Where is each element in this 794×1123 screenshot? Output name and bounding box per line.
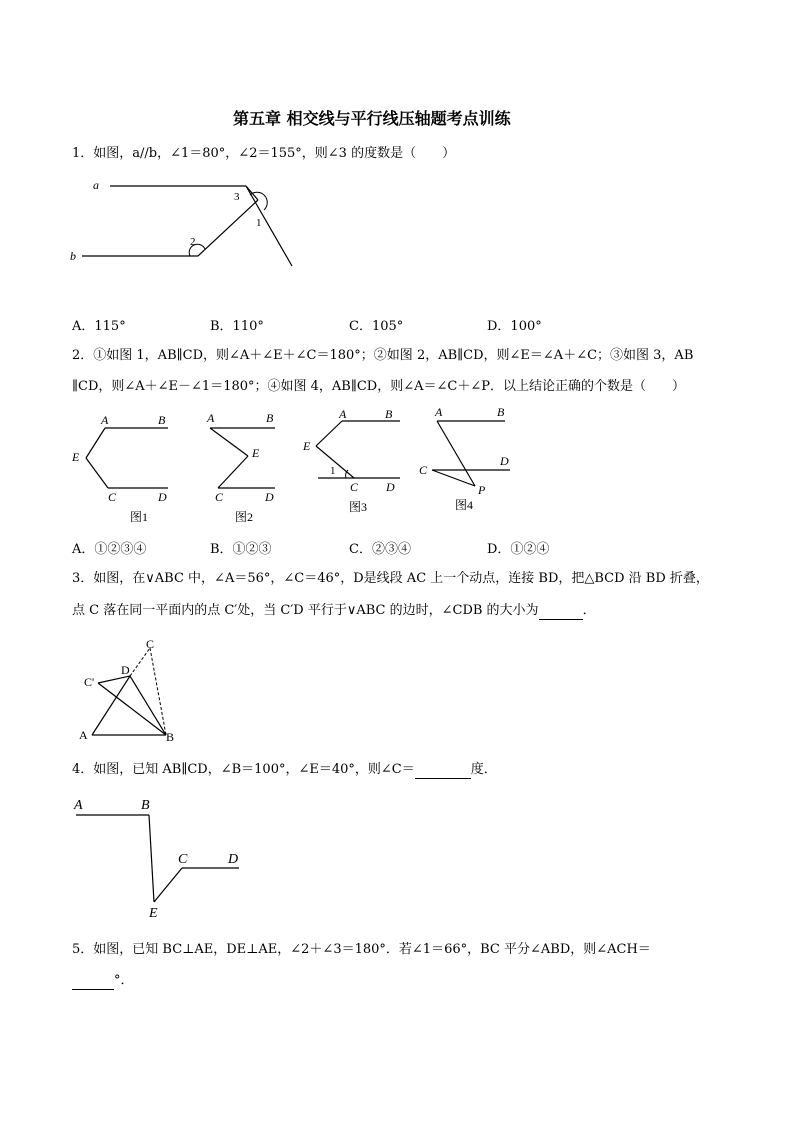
fig1-label-B: B	[158, 413, 166, 427]
q5-line-2-end: °．	[114, 973, 134, 988]
q1-label-a: a	[93, 178, 99, 192]
q1-option-d[interactable]: D．100°	[487, 319, 542, 334]
q5-answer-blank[interactable]	[72, 977, 114, 990]
fig3-label-B: B	[385, 407, 393, 421]
q3-line-2-end: ．	[582, 603, 596, 618]
fig2-caption: 图2	[235, 510, 254, 524]
fig2-label-C: C	[215, 490, 224, 504]
fig4-label-D: D	[500, 454, 509, 468]
q2-option-b[interactable]: B．①②③	[210, 542, 272, 557]
question-2-line-2: ∥CD，则∠A＋∠E－∠1＝180°；④如图 4，AB∥CD，则∠A＝∠C＋∠P．以上结论正确的个数是（ ）	[72, 379, 685, 394]
fig2-label-E: E	[252, 446, 260, 460]
q3-label-A: A	[79, 728, 88, 742]
q4-text-end: 度．	[470, 762, 497, 777]
q1-angle-3: 3	[234, 191, 240, 203]
question-5-line-2	[72, 972, 134, 990]
fig1-label-E: E	[72, 450, 80, 464]
q4-text: 4．如图，已知 AB∥CD，∠B＝100°，∠E＝40°，则∠C＝	[72, 762, 415, 777]
q4-label-E: E	[149, 906, 158, 921]
fig4-label-B: B	[497, 405, 505, 419]
fig1-label-C: C	[108, 490, 117, 504]
q1-option-b[interactable]: B．110°	[210, 319, 264, 334]
q4-label-A: A	[74, 798, 83, 813]
fig4-caption: 图4	[455, 498, 474, 512]
q3-label-B: B	[166, 730, 175, 744]
q2-option-c[interactable]: C．②③④	[349, 542, 411, 557]
q4-label-C: C	[178, 852, 188, 867]
q1-angle-1: 1	[256, 217, 262, 229]
fig4-label-P: P	[478, 483, 486, 497]
fig1-caption: 图1	[130, 510, 149, 524]
fig2-label-A: A	[207, 411, 215, 425]
q1-label-b: b	[70, 249, 76, 263]
fig3-label-E: E	[303, 439, 311, 453]
q3-label-D: D	[121, 663, 130, 677]
q2-option-d[interactable]: D．①②④	[487, 542, 550, 557]
fig3-caption: 图3	[349, 500, 368, 514]
fig1-label-A: A	[101, 413, 109, 427]
fig3-label-A: A	[339, 407, 347, 421]
fig4-label-A: A	[435, 405, 443, 419]
page-title: 第五章 相交线与平行线压轴题考点训练	[233, 109, 511, 128]
fig1-label-D: D	[158, 490, 167, 504]
fig2-label-D: D	[265, 490, 274, 504]
q3-label-C: C	[146, 637, 155, 651]
fig3-label-D: D	[386, 480, 395, 494]
question-2-line-1: 2．①如图 1，AB∥CD，则∠A＋∠E＋∠C＝180°；②如图 2，AB∥CD，则∠E＝∠A＋∠C；③如图 3，AB	[72, 348, 694, 363]
fig4-label-C: C	[419, 463, 428, 477]
question-3-line-1: 3．如图，在∨ABC 中，∠A＝56°，∠C＝46°，D是线段 AC 上一个动点，连接 BD，把△BCD 沿 BD 折叠，	[72, 571, 709, 586]
fig3-label-1: 1	[330, 465, 336, 477]
q1-angle-2: 2	[190, 236, 196, 248]
q1-option-c[interactable]: C．105°	[349, 319, 404, 334]
q2-option-a[interactable]: A．①②③④	[72, 542, 147, 557]
question-5-line-1: 5．如图，已知 BC⊥AE，DE⊥AE，∠2＋∠3＝180°．若∠1＝66°，BC 平分∠ABD，则∠ACH＝	[72, 942, 651, 957]
q3-line-2-text: 点 C 落在同一平面内的点 C′处，当 C′D 平行于∨ABC 的边时，∠CDB 的大小为	[72, 603, 539, 618]
q4-label-D: D	[228, 852, 239, 867]
q1-option-a[interactable]: A．115°	[72, 319, 126, 334]
q3-label-Cprime: C'	[84, 675, 95, 689]
fig3-label-C: C	[350, 480, 359, 494]
question-1-text: 1．如图，a//b，∠1＝80°，∠2＝155°，则∠3 的度数是（ ）	[72, 146, 456, 161]
q4-label-B: B	[141, 798, 150, 813]
fig2-label-B: B	[266, 411, 274, 425]
